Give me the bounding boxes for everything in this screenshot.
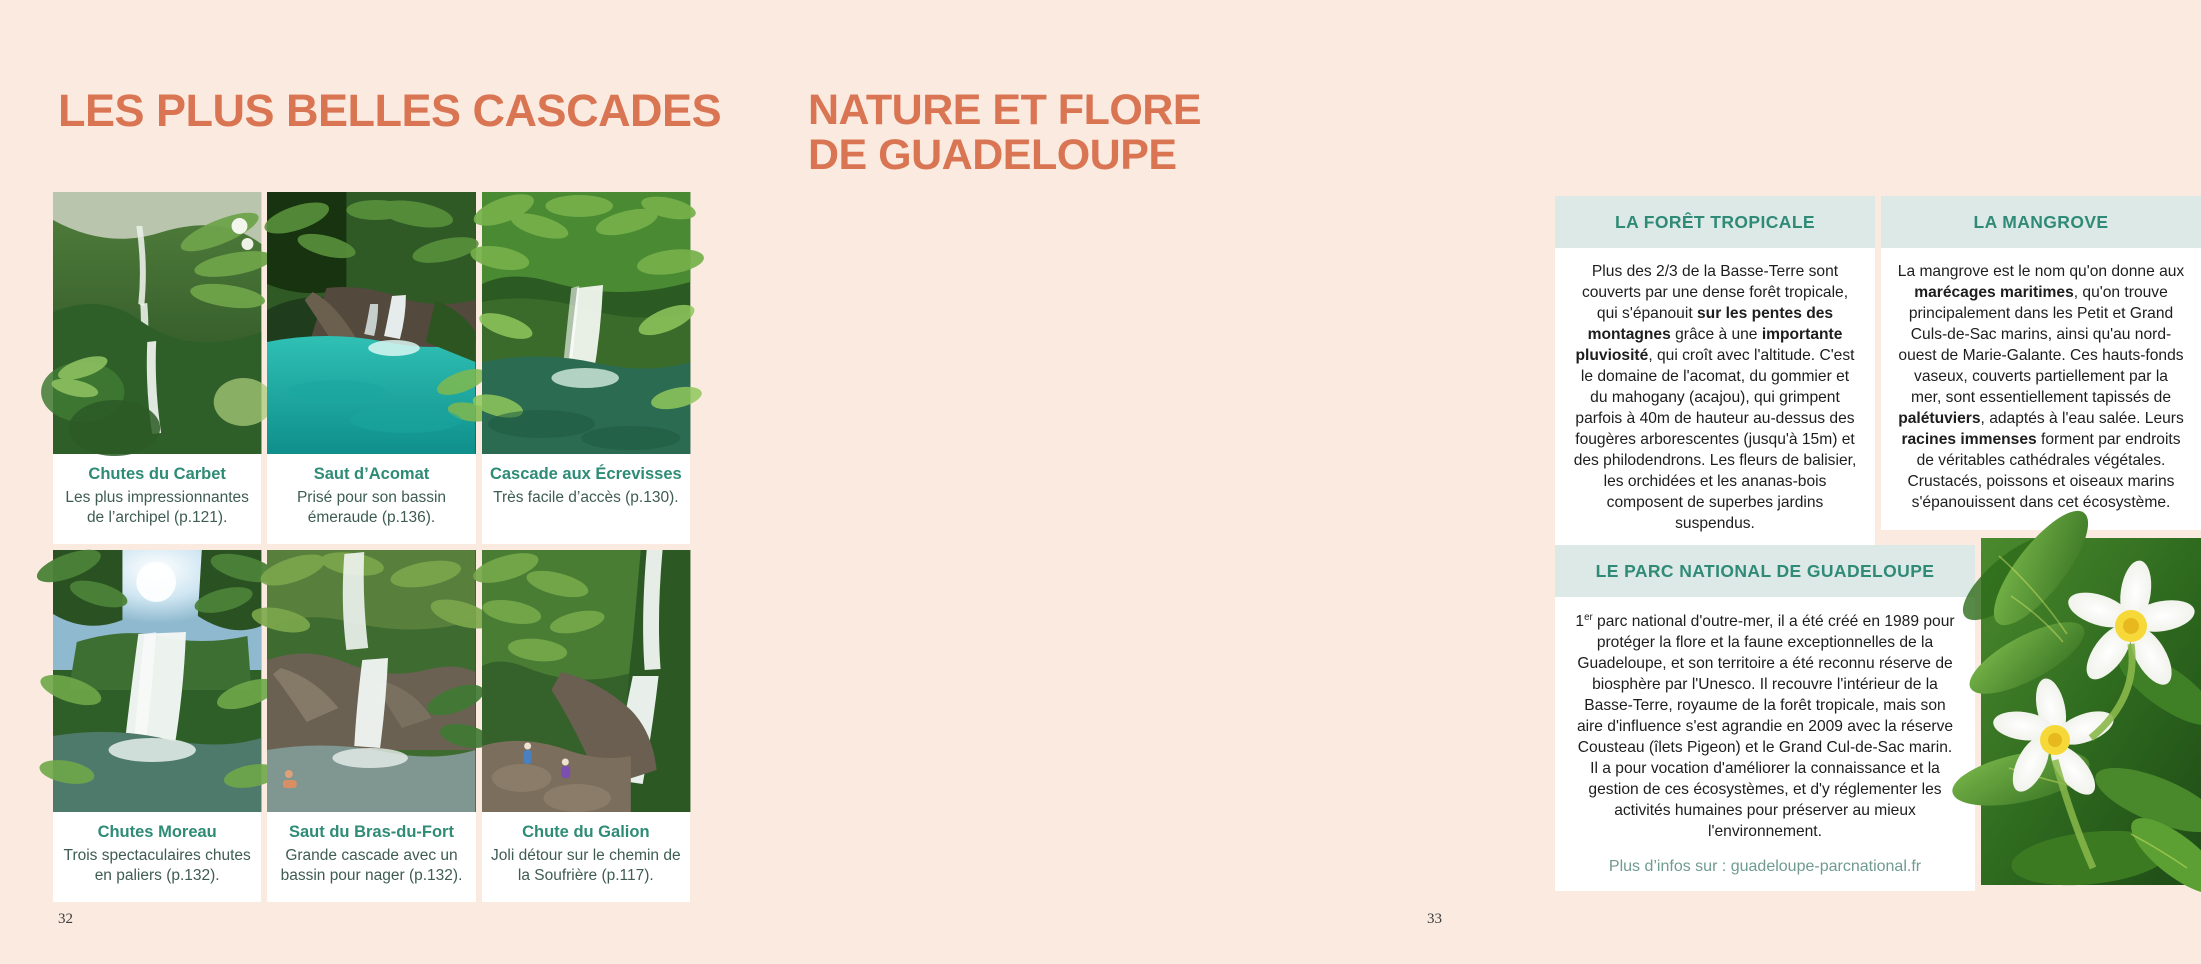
photo-cascade-aux-ecrevisses <box>482 192 690 454</box>
photo-chutes-moreau <box>53 550 261 812</box>
waterfall-card-saut-du-bras-du-fort[interactable] <box>267 550 475 902</box>
parc-national-website-link[interactable]: Plus d’infos sur : guadeloupe-parcnational.fr <box>1608 857 1922 875</box>
panel-header <box>1555 196 1875 248</box>
card-description: Très facile d’accès (p.130). <box>493 488 679 506</box>
page-number-right: 33 <box>1427 911 1442 927</box>
panel-heading: LE PARC NATIONAL DE GUADELOUPE <box>1595 561 1935 581</box>
card-title: Cascade aux Écrevisses <box>489 465 682 483</box>
card-description: Grande cascade avec un bassin pour nager (p.132). <box>280 846 463 885</box>
card-title: Saut d’Acomat <box>313 465 430 483</box>
waterfall-card-chutes-du-carbet[interactable] <box>53 192 261 544</box>
card-caption <box>53 454 261 544</box>
card-description: Trois spectaculaires chutes en paliers (p.132). <box>63 846 251 885</box>
card-description: Joli détour sur le chemin de la Soufrière (p.117). <box>491 846 681 885</box>
card-caption <box>482 454 690 544</box>
card-description: Les plus impressionnantes de l’archipel (p.121). <box>65 488 249 527</box>
card-title: Chutes du Carbet <box>88 465 226 483</box>
waterfall-card-saut-dacomat[interactable] <box>267 192 475 544</box>
photo-chutes-du-carbet <box>53 192 261 454</box>
card-caption <box>482 812 690 902</box>
card-title: Chute du Galion <box>522 823 650 842</box>
photo-frangipani-flowers <box>1981 538 2201 885</box>
card-title: Saut du Bras-du-Fort <box>288 823 454 842</box>
waterfall-cards-grid <box>53 192 690 902</box>
waterfall-card-chute-du-galion[interactable] <box>482 550 690 902</box>
left-page-title: LES PLUS BELLES CASCADES <box>58 85 722 136</box>
left-page <box>0 0 750 964</box>
info-panel-foret-tropicale <box>1555 196 1875 551</box>
card-caption <box>53 812 261 902</box>
page-number-left: 32 <box>58 911 73 927</box>
right-page-title-line-2: DE GUADELOUPE <box>808 130 1177 179</box>
photo-saut-dacomat <box>267 192 475 454</box>
info-panel-parc-national <box>1555 545 1975 891</box>
right-page <box>750 0 2185 964</box>
info-panel-mangrove <box>1881 196 2201 530</box>
card-caption <box>267 454 475 544</box>
panel-header <box>1881 196 2201 248</box>
right-page-title <box>808 88 1201 177</box>
photo-chute-du-galion <box>482 550 690 812</box>
panel-body-text: 1er parc national d'outre-mer, il a été créé en 1989 pour protéger la flore et la faune exceptionnelles de la Guadeloupe, et son territoire a été reconnu réserve de biosphère par l'Unesco. Il recouvre l'intérieur de la Basse-Terre, royaume de la forêt tropicale, mais son aire d'influence s'est agrandie en 2009 avec la réserve Cousteau (îlets Pigeon) et le Grand Cul-de-Sac marin. Il a pour vocation d'améliorer la connaissance et la gestion de ces écosystèmes, et d'y réglementer les activités humaines pour préserver au mieux l'environnement. <box>1575 612 1955 840</box>
card-caption <box>267 812 475 902</box>
waterfall-card-cascade-aux-ecrevisses[interactable] <box>482 192 690 544</box>
panel-heading: LA MANGROVE <box>1973 212 2109 232</box>
card-title: Chutes Moreau <box>97 823 217 842</box>
panel-header <box>1555 545 1975 597</box>
card-description: Prisé pour son bassin émeraude (p.136). <box>296 488 447 527</box>
panel-body: La mangrove est le nom qu'on donne aux marécages maritimes, qu'on trouve principalement dans les Petit et Grand Culs-de-Sac marins, ainsi qu'au nord-ouest de Marie-Galante. Ces hauts-fonds vaseux, couverts partiellement par la mer, sont essentiellement tapissés de palétuviers, adaptés à l'eau salée. Leurs racines immenses forment par endroits de véritables cathédrales végétales. Crustacés, poissons et oiseaux marins s'épanouissent dans cet écosystème. <box>1897 263 2185 511</box>
waterfall-card-chutes-moreau[interactable] <box>53 550 261 902</box>
panel-heading: LA FORÊT TROPICALE <box>1614 212 1816 232</box>
right-page-title-line-1: NATURE ET FLORE <box>808 86 1202 134</box>
panel-body: Plus des 2/3 de la Basse-Terre sont couverts par une dense forêt tropicale, qui s'épanouit sur les pentes des montagnes grâce à une importante pluviosité, qui croît avec l'altitude. C'est le domaine de l'acomat, du gommier et du mahogany (acajou), qui grimpent parfois à 40m de hauteur au-dessus des fougères arborescentes (jusqu'à 15m) et des philodendrons. Les fleurs de balisier, les orchidées et les ananas-bois composent de superbes jardins suspendus. <box>1573 263 1857 532</box>
panel-body <box>1555 597 1975 891</box>
photo-saut-du-bras-du-fort <box>267 550 475 812</box>
